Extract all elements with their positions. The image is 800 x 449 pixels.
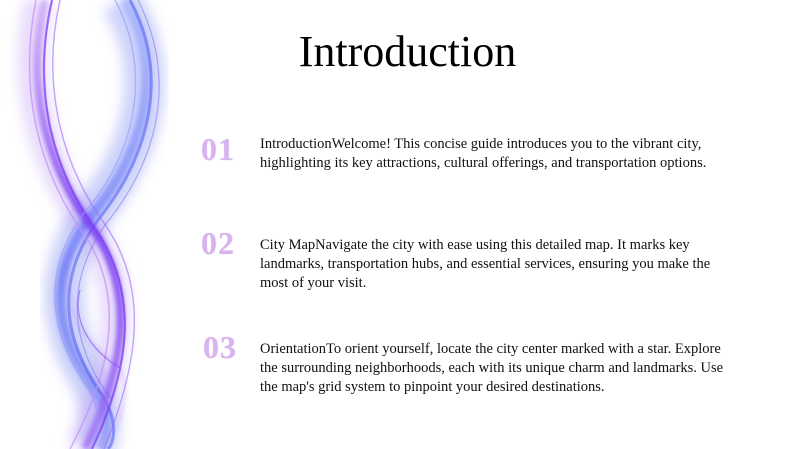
slide-title: Introduction xyxy=(298,27,517,76)
item-text-introduction: IntroductionWelcome! This concise guide introduces you to the vibrant city, highlighting its key attractions, cultural offerings, and transportation options. xyxy=(260,136,707,171)
item-text-orientation: OrientationTo orient yourself, locate the city center marked with a star. Explore the surrounding neighborhoods, each with its unique charm and landmarks. Use the map's grid system to pinpoint your desired destinations. xyxy=(260,341,724,395)
item-text-city-map: City MapNavigate the city with ease using this detailed map. It marks key landmarks, transportation hubs, and essential services, ensuring you make the most of your visit. xyxy=(260,237,711,291)
item-number-03: 03 xyxy=(203,329,237,365)
item-number-01: 01 xyxy=(201,131,235,167)
item-number-02: 02 xyxy=(201,225,235,261)
